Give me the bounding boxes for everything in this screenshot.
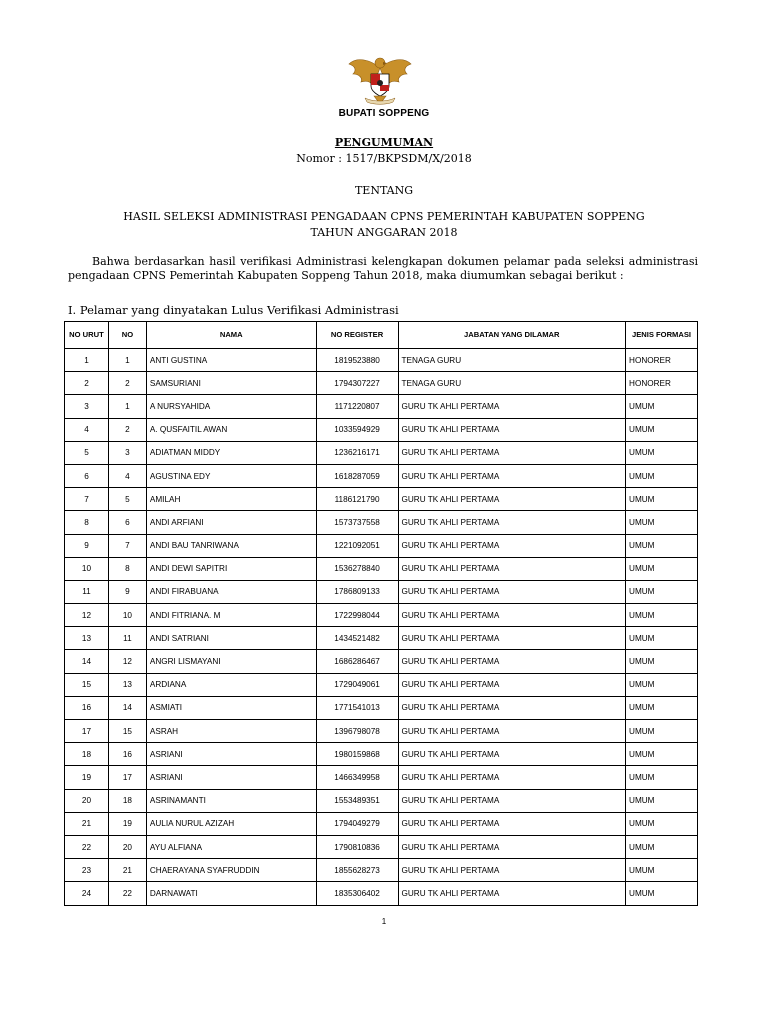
cell-no-urut: 2 — [65, 372, 109, 395]
cell-no-urut: 12 — [65, 604, 109, 627]
garuda-emblem-icon — [347, 54, 413, 106]
cell-formasi: UMUM — [626, 673, 698, 696]
table-row — [65, 395, 698, 418]
cell-no-urut: 22 — [65, 835, 109, 858]
cell-no-urut: 24 — [65, 882, 109, 905]
cell-register: 1236216171 — [316, 441, 398, 464]
cell-no-urut: 13 — [65, 627, 109, 650]
cell-jabatan: GURU TK AHLI PERTAMA — [398, 557, 626, 580]
cell-register: 1819523880 — [316, 349, 398, 372]
cell-no: 15 — [108, 720, 146, 743]
cell-register: 1771541013 — [316, 696, 398, 719]
cell-no: 9 — [108, 580, 146, 603]
cell-formasi: UMUM — [626, 464, 698, 487]
cell-register: 1794049279 — [316, 812, 398, 835]
cell-nama: ASRINAMANTI — [146, 789, 316, 812]
subject-line-2: TAHUN ANGGARAN 2018 — [310, 226, 458, 239]
cell-no: 8 — [108, 557, 146, 580]
cell-no-urut: 6 — [65, 464, 109, 487]
table-row — [65, 812, 698, 835]
cell-jabatan: GURU TK AHLI PERTAMA — [398, 534, 626, 557]
cell-formasi: UMUM — [626, 488, 698, 511]
cell-jabatan: GURU TK AHLI PERTAMA — [398, 580, 626, 603]
cell-no: 1 — [108, 395, 146, 418]
cell-jabatan: GURU TK AHLI PERTAMA — [398, 812, 626, 835]
cell-no: 1 — [108, 349, 146, 372]
cell-register: 1835306402 — [316, 882, 398, 905]
cell-no: 17 — [108, 766, 146, 789]
cell-jabatan: GURU TK AHLI PERTAMA — [398, 789, 626, 812]
cell-jabatan: GURU TK AHLI PERTAMA — [398, 859, 626, 882]
cell-formasi: UMUM — [626, 650, 698, 673]
table-row — [65, 627, 698, 650]
cell-nama: ADIATMAN MIDDY — [146, 441, 316, 464]
cell-no-urut: 9 — [65, 534, 109, 557]
cell-no: 3 — [108, 441, 146, 464]
cell-no: 7 — [108, 534, 146, 557]
cell-nama: DARNAWATI — [146, 882, 316, 905]
cell-no-urut: 14 — [65, 650, 109, 673]
col-header-jabatan: JABATAN YANG DILAMAR — [398, 322, 626, 349]
cell-nama: SAMSURIANI — [146, 372, 316, 395]
cell-formasi: UMUM — [626, 534, 698, 557]
table-body — [65, 349, 698, 906]
cell-nama: ARDIANA — [146, 673, 316, 696]
cell-register: 1186121790 — [316, 488, 398, 511]
table-row — [65, 789, 698, 812]
cell-no-urut: 15 — [65, 673, 109, 696]
cell-no: 4 — [108, 464, 146, 487]
cell-nama: AULIA NURUL AZIZAH — [146, 812, 316, 835]
cell-jabatan: GURU TK AHLI PERTAMA — [398, 882, 626, 905]
intro-paragraph — [68, 255, 698, 283]
table-row — [65, 743, 698, 766]
table-header-row — [65, 322, 698, 349]
cell-jabatan: GURU TK AHLI PERTAMA — [398, 418, 626, 441]
cell-no: 14 — [108, 696, 146, 719]
cell-formasi: UMUM — [626, 557, 698, 580]
cell-nama: ANTI GUSTINA — [146, 349, 316, 372]
cell-register: 1171220807 — [316, 395, 398, 418]
cell-nama: ANGRI LISMAYANI — [146, 650, 316, 673]
cell-jabatan: GURU TK AHLI PERTAMA — [398, 696, 626, 719]
cell-nama: ANDI FIRABUANA — [146, 580, 316, 603]
table-row — [65, 673, 698, 696]
table-row — [65, 418, 698, 441]
cell-register: 1033594929 — [316, 418, 398, 441]
cell-jabatan: GURU TK AHLI PERTAMA — [398, 464, 626, 487]
cell-nama: ASRIANI — [146, 766, 316, 789]
col-header-register: NO REGISTER — [316, 322, 398, 349]
cell-nama: AYU ALFIANA — [146, 835, 316, 858]
cell-nama: CHAERAYANA SYAFRUDDIN — [146, 859, 316, 882]
page-number: 1 — [381, 917, 387, 926]
cell-no: 16 — [108, 743, 146, 766]
cell-register: 1536278840 — [316, 557, 398, 580]
cell-register: 1855628273 — [316, 859, 398, 882]
table-row — [65, 488, 698, 511]
col-header-nama: NAMA — [146, 322, 316, 349]
cell-nama: ANDI BAU TANRIWANA — [146, 534, 316, 557]
table-row — [65, 511, 698, 534]
cell-formasi: UMUM — [626, 766, 698, 789]
cell-register: 1221092051 — [316, 534, 398, 557]
cell-no-urut: 7 — [65, 488, 109, 511]
cell-no: 5 — [108, 488, 146, 511]
table-row — [65, 604, 698, 627]
cell-nama: AMILAH — [146, 488, 316, 511]
cell-nama: A. QUSFAITIL AWAN — [146, 418, 316, 441]
col-header-formasi: JENIS FORMASI — [626, 322, 698, 349]
cell-register: 1553489351 — [316, 789, 398, 812]
cell-nama: AGUSTINA EDY — [146, 464, 316, 487]
cell-formasi: UMUM — [626, 627, 698, 650]
document-number: Nomor : 1517/BKPSDM/X/2018 — [296, 152, 472, 165]
cell-formasi: UMUM — [626, 395, 698, 418]
cell-jabatan: GURU TK AHLI PERTAMA — [398, 650, 626, 673]
cell-jabatan: GURU TK AHLI PERTAMA — [398, 488, 626, 511]
cell-formasi: UMUM — [626, 789, 698, 812]
cell-no-urut: 18 — [65, 743, 109, 766]
table-row — [65, 464, 698, 487]
cell-nama: ANDI FITRIANA. M — [146, 604, 316, 627]
cell-jabatan: GURU TK AHLI PERTAMA — [398, 673, 626, 696]
table-row — [65, 882, 698, 905]
cell-register: 1618287059 — [316, 464, 398, 487]
document-type: PENGUMUMAN — [334, 136, 434, 149]
cell-register: 1794307227 — [316, 372, 398, 395]
cell-formasi: UMUM — [626, 418, 698, 441]
cell-no-urut: 21 — [65, 812, 109, 835]
cell-register: 1980159868 — [316, 743, 398, 766]
cell-register: 1786809133 — [316, 580, 398, 603]
table-row — [65, 372, 698, 395]
cell-no-urut: 1 — [65, 349, 109, 372]
cell-jabatan: GURU TK AHLI PERTAMA — [398, 511, 626, 534]
cell-formasi: UMUM — [626, 511, 698, 534]
cell-no-urut: 8 — [65, 511, 109, 534]
table-row — [65, 557, 698, 580]
cell-register: 1573737558 — [316, 511, 398, 534]
col-header-no: NO — [108, 322, 146, 349]
cell-no-urut: 19 — [65, 766, 109, 789]
cell-no: 20 — [108, 835, 146, 858]
cell-nama: ASRIANI — [146, 743, 316, 766]
table-row — [65, 534, 698, 557]
cell-jabatan: TENAGA GURU — [398, 349, 626, 372]
cell-no-urut: 17 — [65, 720, 109, 743]
table-row — [65, 835, 698, 858]
cell-formasi: UMUM — [626, 859, 698, 882]
cell-no-urut: 11 — [65, 580, 109, 603]
subject-line-1: HASIL SELEKSI ADMINISTRASI PENGADAAN CPNS PEMERINTAH KABUPATEN SOPPENG — [123, 210, 645, 223]
cell-formasi: HONORER — [626, 372, 698, 395]
cell-no-urut: 16 — [65, 696, 109, 719]
cell-nama: ASMIATI — [146, 696, 316, 719]
cell-jabatan: GURU TK AHLI PERTAMA — [398, 720, 626, 743]
cell-no: 12 — [108, 650, 146, 673]
results-table — [64, 321, 698, 906]
cell-jabatan: GURU TK AHLI PERTAMA — [398, 627, 626, 650]
cell-nama: ASRAH — [146, 720, 316, 743]
issuer-title: BUPATI SOPPENG — [338, 108, 430, 119]
cell-jabatan: GURU TK AHLI PERTAMA — [398, 441, 626, 464]
cell-no: 19 — [108, 812, 146, 835]
col-header-no-urut: NO URUT — [65, 322, 109, 349]
cell-no-urut: 4 — [65, 418, 109, 441]
cell-nama: A NURSYAHIDA — [146, 395, 316, 418]
cell-no-urut: 20 — [65, 789, 109, 812]
table-row — [65, 766, 698, 789]
cell-no-urut: 5 — [65, 441, 109, 464]
cell-formasi: UMUM — [626, 720, 698, 743]
cell-register: 1466349958 — [316, 766, 398, 789]
cell-no-urut: 23 — [65, 859, 109, 882]
cell-register: 1729049061 — [316, 673, 398, 696]
table-row — [65, 441, 698, 464]
cell-formasi: UMUM — [626, 882, 698, 905]
cell-register: 1722998044 — [316, 604, 398, 627]
cell-formasi: UMUM — [626, 604, 698, 627]
cell-jabatan: GURU TK AHLI PERTAMA — [398, 604, 626, 627]
intro-paragraph-text: Bahwa berdasarkan hasil verifikasi Administrasi kelengkapan dokumen pelamar pada seleksi administrasi pengadaan CPNS Pemerintah Kabupaten Soppeng Tahun 2018, maka diumumkan sebagai berikut : — [68, 255, 698, 282]
cell-no: 6 — [108, 511, 146, 534]
cell-jabatan: GURU TK AHLI PERTAMA — [398, 743, 626, 766]
cell-nama: ANDI DEWI SAPITRI — [146, 557, 316, 580]
cell-no: 18 — [108, 789, 146, 812]
cell-nama: ANDI ARFIANI — [146, 511, 316, 534]
cell-register: 1790810836 — [316, 835, 398, 858]
table-row — [65, 859, 698, 882]
cell-register: 1396798078 — [316, 720, 398, 743]
cell-jabatan: GURU TK AHLI PERTAMA — [398, 835, 626, 858]
cell-no: 21 — [108, 859, 146, 882]
table-row — [65, 580, 698, 603]
table-row — [65, 650, 698, 673]
cell-formasi: HONORER — [626, 349, 698, 372]
cell-formasi: UMUM — [626, 696, 698, 719]
cell-register: 1434521482 — [316, 627, 398, 650]
cell-formasi: UMUM — [626, 835, 698, 858]
table-row — [65, 696, 698, 719]
cell-formasi: UMUM — [626, 743, 698, 766]
cell-jabatan: TENAGA GURU — [398, 372, 626, 395]
cell-formasi: UMUM — [626, 812, 698, 835]
cell-jabatan: GURU TK AHLI PERTAMA — [398, 766, 626, 789]
cell-nama: ANDI SATRIANI — [146, 627, 316, 650]
table-row — [65, 720, 698, 743]
cell-no: 13 — [108, 673, 146, 696]
cell-jabatan: GURU TK AHLI PERTAMA — [398, 395, 626, 418]
cell-no: 2 — [108, 418, 146, 441]
cell-formasi: UMUM — [626, 580, 698, 603]
section-title: I. Pelamar yang dinyatakan Lulus Verifikasi Administrasi — [68, 303, 399, 317]
about-label: TENTANG — [354, 184, 414, 197]
cell-no: 11 — [108, 627, 146, 650]
table-row — [65, 349, 698, 372]
cell-register: 1686286467 — [316, 650, 398, 673]
cell-no-urut: 10 — [65, 557, 109, 580]
cell-no: 22 — [108, 882, 146, 905]
cell-no-urut: 3 — [65, 395, 109, 418]
cell-no: 2 — [108, 372, 146, 395]
cell-no: 10 — [108, 604, 146, 627]
cell-formasi: UMUM — [626, 441, 698, 464]
